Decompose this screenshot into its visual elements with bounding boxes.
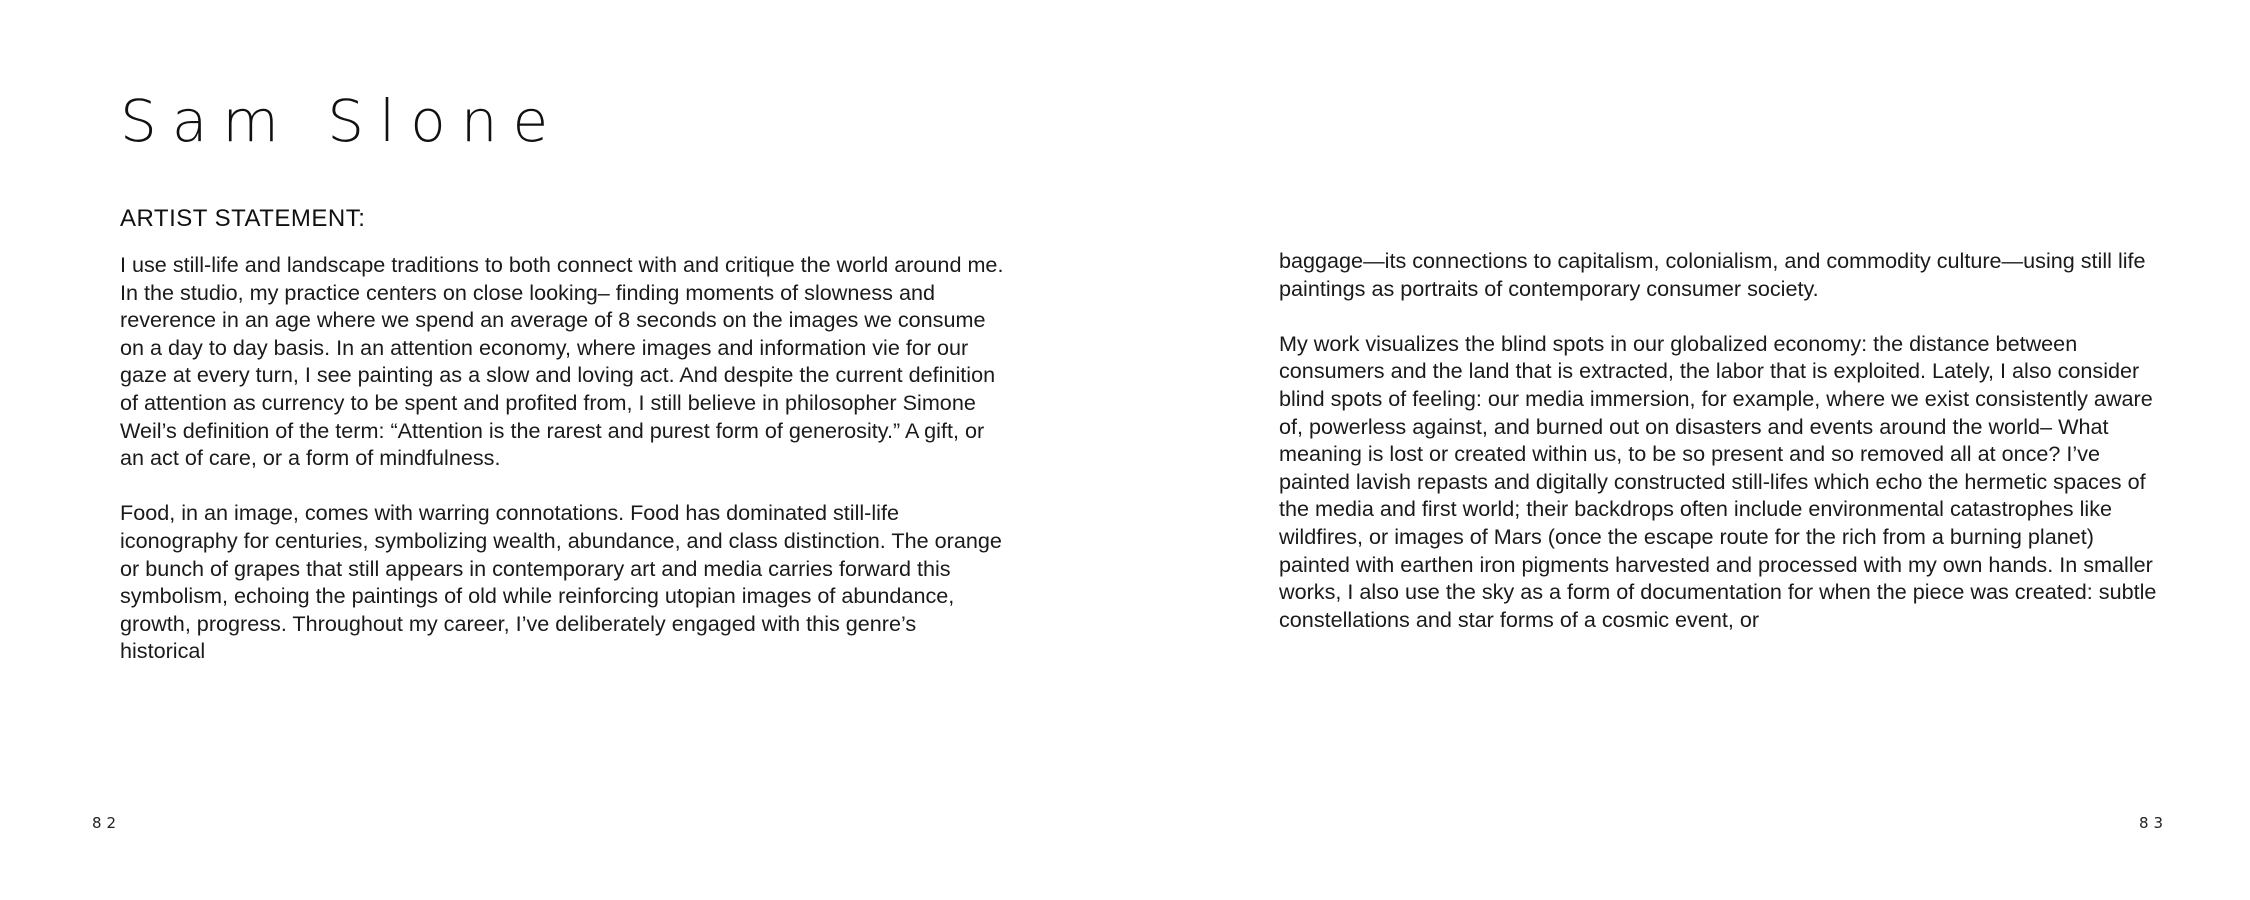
left-page-body (120, 251, 1005, 693)
artist-name: Sam Slone (120, 87, 564, 155)
page-number: 82 (92, 814, 122, 832)
paragraph: My work visualizes the blind spots in our globalized economy: the distance between consumers and the land that is extracted, the labor that is exploited. Lately, I also consider blind spots of feeling: our media immersion, for example, where we exist consistently aware of, powerless against, and burned out on disasters and events around the world– What meaning is lost or created within us, to be so present and so removed all at once? I’ve painted lavish repasts and digitally constructed still-lifes which echo the hermetic spaces of the media and first world; their backdrops often include environmental catastrophes like wildfires, or images of Mars (once the escape route for the rich from a burning planet) painted with earthen iron pigments harvested and processed with my own hands. In smaller works, I also use the sky as a form of documentation for when the piece was created: subtle constellations and star forms of a cosmic event, or (1279, 330, 2157, 632)
paragraph: Food, in an image, comes with warring connotations. Food has dominated still-life iconography for centuries, symbolizing wealth, abundance, and class distinction. The orange or bunch of grapes that still appears in contemporary art and media carries forward this symbolism, echoing the paintings of old while reinforcing utopian images of abundance, growth, progress. Throughout my career, I’ve deliberately engaged with this genre’s historical (120, 500, 1002, 664)
paragraph: I use still-life and landscape traditions to both connect with and critique the world around me. In the studio, my practice centers on close looking– finding moments of slowness and reverence in an age where we spend an average of 8 seconds on the images we consume on a day to day basis. In an attention economy, where images and information vie for our gaze at every turn, I see painting as a slow and loving act. And despite the current definition of attention as currency to be spent and profited from, I still believe in philosopher Simone Weil’s definition of the term: “Attention is the rarest and purest form of generosity.” A gift, or an act of care, or a form of mindfulness. (120, 252, 1004, 471)
right-page (1125, 0, 2250, 900)
paragraph: baggage—its connections to capitalism, colonialism, and commodity culture—using still life paintings as portraits of contemporary consumer society. (1279, 248, 2146, 301)
artist-statement-heading: ARTIST STATEMENT: (120, 205, 366, 232)
page-number: 83 (2139, 814, 2169, 832)
right-page-body (1279, 247, 2164, 661)
